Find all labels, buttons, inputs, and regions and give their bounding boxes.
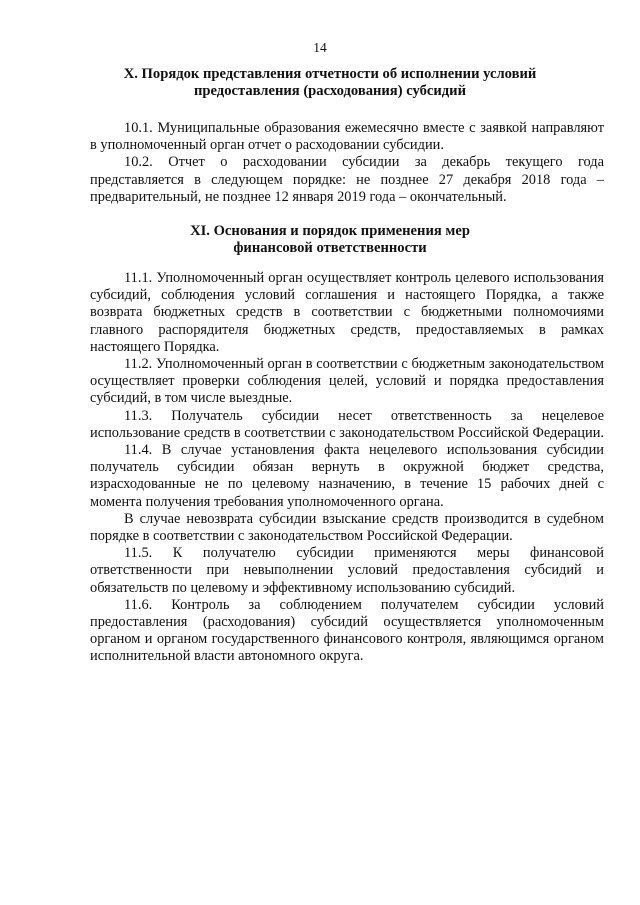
paragraph-10-2: 10.2. Отчет о расходовании субсидии за декабрь текущего года представляется в следующем порядке: не позднее 27 декабря 2018 года – предварительный, не позднее 12 января 2019 года – окончательный. — [90, 154, 604, 205]
section-11-title — [95, 223, 565, 257]
paragraph-10-1: 10.1. Муниципальные образования ежемесячно вместе с заявкой направляют в уполномоченный орган отчет о расходовании субсидии. — [90, 120, 604, 154]
paragraph-11-4: 11.4. В случае установления факта нецелевого использования субсидии получатель субсидии обязан вернуть в окружной бюджет средства, израсходованные не по целевому назначению, в течение 15 рабочих дней с момента получения требования уполномоченного органа. — [90, 442, 604, 510]
section-10-body — [90, 120, 604, 206]
section-11-body — [90, 270, 604, 666]
paragraph-11-4-continued: В случае невозврата субсидии взыскание средств производится в судебном порядке в соответствии с законодательством Российской Федерации. — [90, 510, 604, 545]
section-11-title-line-2: финансовой ответственности — [233, 240, 427, 256]
page-number: 14 — [313, 40, 327, 55]
section-10-title-line-2: предоставления (расходования) субсидий — [194, 83, 466, 99]
section-10-title-line-1: X. Порядок представления отчетности об исполнении условий — [123, 66, 537, 82]
section-11-title-line-1: XI. Основания и порядок применения мер — [190, 223, 470, 239]
paragraph-11-1: 11.1. Уполномоченный орган осуществляет контроль целевого использования субсидий, соблюдения условий соглашения и настоящего Порядка, а также возврата бюджетных средств в соответствии с бюджетными полномочиями главного распорядителя бюджетных средств, предоставляемых в рамках настоящего Порядка. — [90, 270, 604, 355]
paragraph-11-5: 11.5. К получателю субсидии применяются меры финансовой ответственности при невыполнении условий предоставления субсидий и обязательств по целевому и эффективному использованию субсидий. — [90, 545, 604, 596]
paragraph-11-2: 11.2. Уполномоченный орган в соответствии с бюджетным законодательством осуществляет проверки соблюдения целей, условий и порядка предоставления субсидий, в том числе выездные. — [90, 356, 604, 407]
section-10-title — [95, 66, 565, 100]
paragraph-11-3: 11.3. Получатель субсидии несет ответственность за нецелевое использование средств в соответствии с законодательством Российской Федерации. — [90, 407, 605, 441]
paragraph-11-6: 11.6. Контроль за соблюдением получателем субсидии условий предоставления (расходования) субсидий осуществляется уполномоченным органом и органом государственного финансового контроля, являющимся органом исполнительной власти автономного округа. — [90, 596, 604, 665]
